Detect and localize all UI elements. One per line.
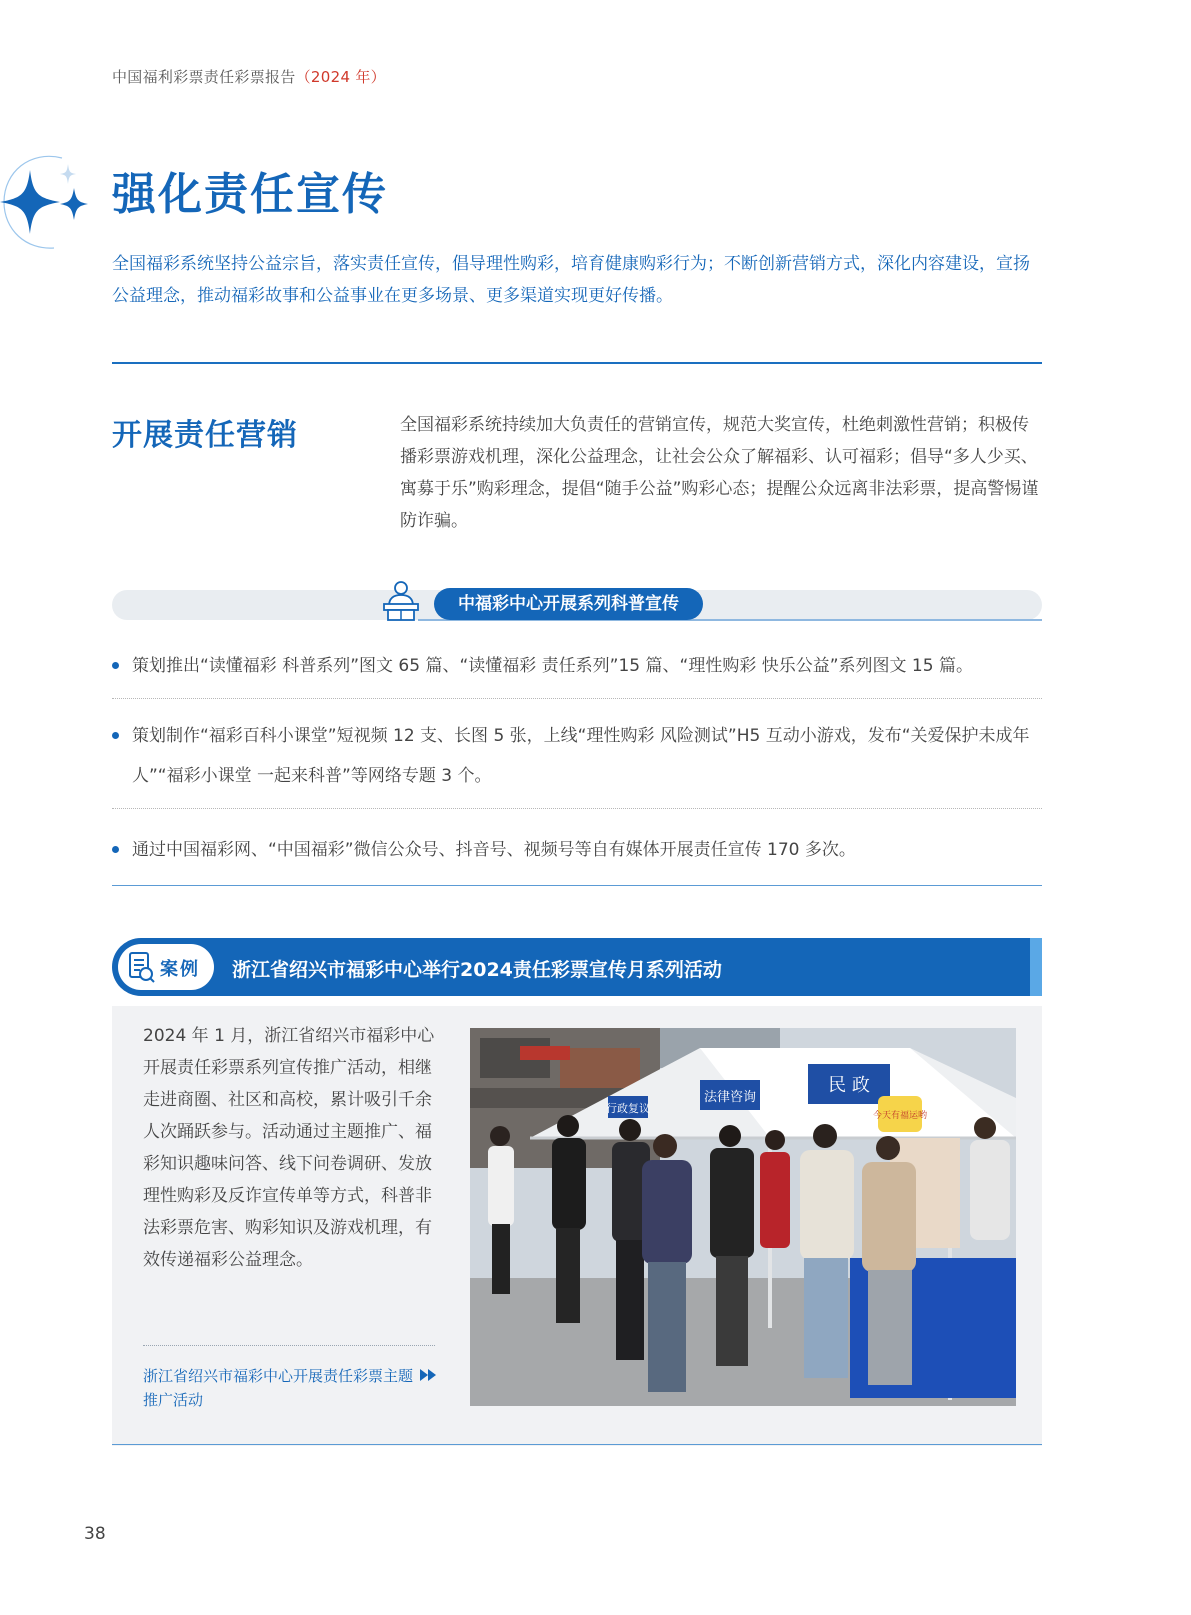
banner-text: 今天有福运哟 <box>872 1111 928 1121</box>
dotted-divider <box>112 698 1042 699</box>
bullet-text: 策划推出“读懂福彩 科普系列”图文 65 篇、“读懂福彩 责任系列”15 篇、“理性购彩 快乐公益”系列图文 15 篇。 <box>132 656 973 676</box>
banner-text: 行政复议 <box>606 1102 650 1115</box>
play-arrows-icon <box>418 1367 440 1383</box>
event-photo <box>470 1028 1016 1406</box>
subsection-title: 开展责任营销 <box>112 418 298 453</box>
bullet-dot <box>112 846 119 853</box>
highlight-label: 中福彩中心开展系列科普宣传 <box>434 588 703 620</box>
bullet-item <box>112 716 1042 796</box>
divider <box>112 362 1042 364</box>
subsection-body: 全国福彩系统持续加大负责任的营销宣传，规范大奖宣传，杜绝刺激性营销；积极传播彩票游戏机理，深化公益理念，让社会公众了解福彩、认可福彩；倡导“多人少买、寓募于乐”购彩理念，提倡“随手公益”购彩心态；提醒公众远离非法彩票，提高警惕谨防诈骗。 <box>400 415 1039 531</box>
bullet-text: 通过中国福彩网、“中国福彩”微信公众号、抖音号、视频号等自有媒体开展责任宣传 170 多次。 <box>132 840 856 860</box>
page-number: 38 <box>84 1524 106 1544</box>
sparkle-stars-icon <box>0 150 96 254</box>
speaker-podium-icon <box>378 580 424 622</box>
divider <box>112 1444 1042 1445</box>
case-header-accent <box>1030 938 1042 996</box>
report-title: 中国福利彩票责任彩票报告 <box>112 68 296 86</box>
banner-text: 民 政 <box>828 1075 870 1096</box>
dotted-divider <box>143 1345 435 1346</box>
case-body: 2024 年 1 月，浙江省绍兴市福彩中心开展责任彩票系列宣传推广活动，相继走进商圈、社区和高校，累计吸引千余人次踊跃参与。活动通过主题推广、福彩知识趣味问答、线下问卷调研、发放理性购彩及反诈宣传单等方式，科普非法彩票危害、购彩知识及游戏机理，有效传递福彩公益理念。 <box>143 1026 435 1270</box>
section-intro: 全国福彩系统坚持公益宗旨，落实责任宣传，倡导理性购彩，培育健康购彩行为；不断创新营销方式，深化内容建设，宣扬公益理念，推动福彩故事和公益事业在更多场景、更多渠道实现更好传播。 <box>112 254 1030 306</box>
bullet-item <box>112 830 1042 870</box>
bullet-text: 策划制作“福彩百科小课堂”短视频 12 支、长图 5 张，上线“理性购彩 风险测试”H5 互动小游戏，发布“关爱保护未成年人”“福彩小课堂 一起来科普”等网络专题 3 个。 <box>132 726 1030 786</box>
dotted-divider <box>112 808 1042 809</box>
case-badge-label: 案例 <box>160 959 200 980</box>
section-title: 强化责任宣传 <box>112 169 388 220</box>
running-header <box>112 66 386 87</box>
bullet-dot <box>112 732 119 739</box>
divider <box>112 885 1042 886</box>
case-title: 浙江省绍兴市福彩中心举行2024责任彩票宣传月系列活动 <box>232 959 722 981</box>
bullet-dot <box>112 662 119 669</box>
banner-text: 法律咨询 <box>703 1090 757 1105</box>
bullet-item <box>112 646 1042 686</box>
report-year: （2024 年） <box>295 68 386 86</box>
document-case-icon <box>124 950 158 984</box>
photo-caption: 浙江省绍兴市福彩中心开展责任彩票主题推广活动 <box>143 1367 414 1409</box>
